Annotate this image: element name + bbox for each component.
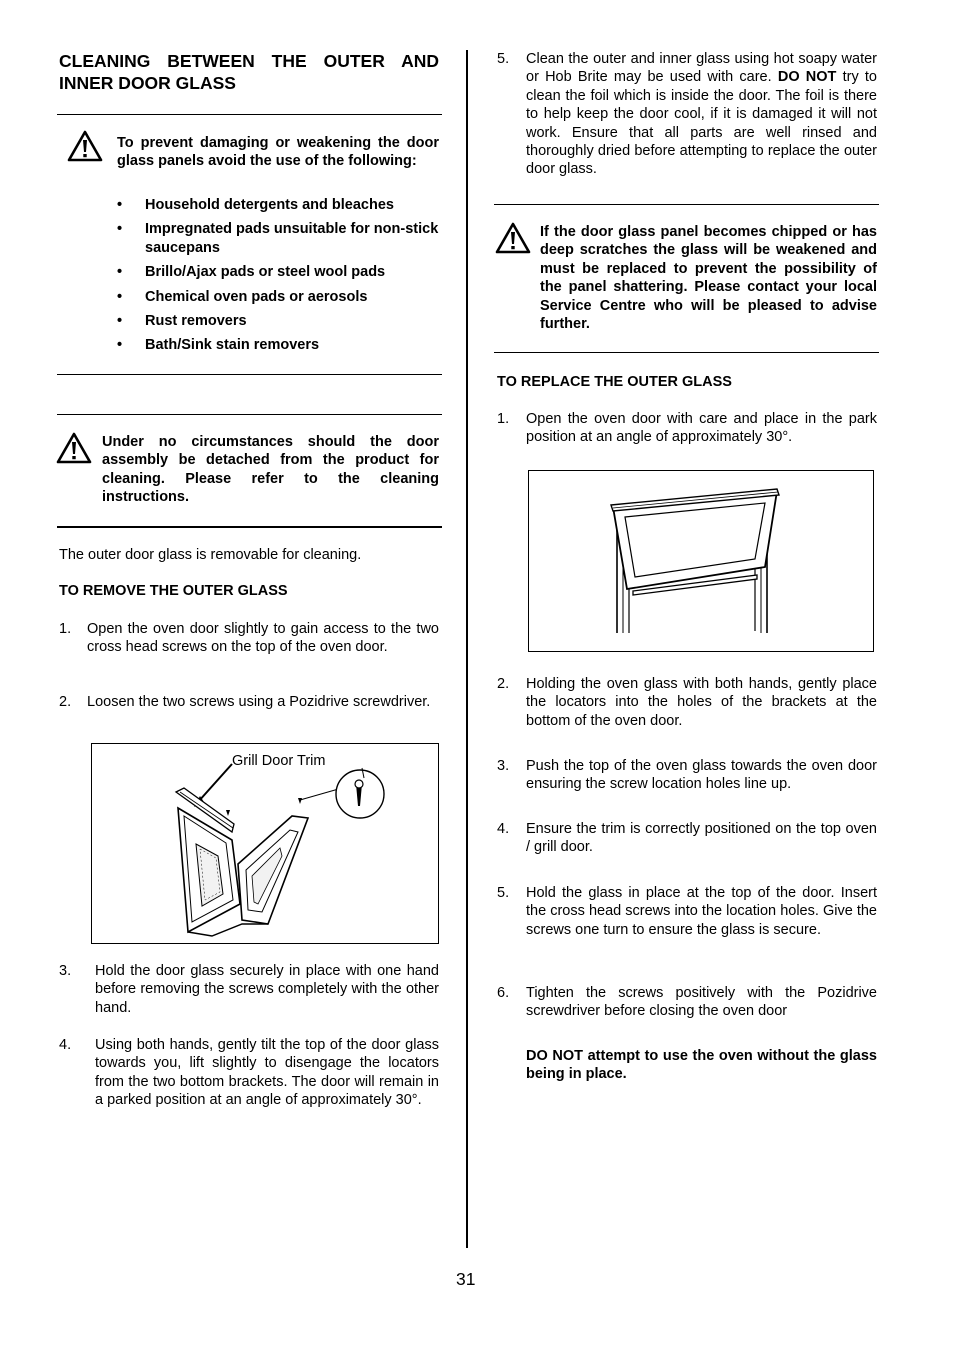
list-item: • Impregnated pads unsuitable for non-stick saucepans <box>117 221 439 256</box>
divider <box>57 114 442 115</box>
divider <box>494 204 879 205</box>
figure-label: Grill Door Trim <box>232 753 326 769</box>
list-item: • Brillo/Ajax pads or steel wool pads <box>117 264 386 281</box>
divider <box>494 352 879 353</box>
divider <box>57 374 442 375</box>
list-item: • Household detergents and bleaches <box>117 197 394 213</box>
section-heading: TO REMOVE THE OUTER GLASS <box>59 583 288 599</box>
door-illustration <box>92 744 438 943</box>
list-item: • Chemical oven pads or aerosols <box>117 288 368 305</box>
column-divider <box>466 50 468 1248</box>
list-item: • Bath/Sink stain removers <box>117 337 320 354</box>
warning-icon <box>56 432 92 464</box>
intro-text: The outer door glass is removable for cleaning. <box>59 547 362 563</box>
page-title: CLEANING BETWEEN THE OUTER AND INNER DOOR GLASS <box>59 51 439 93</box>
remove-glass-figure <box>91 743 439 944</box>
warning-text: To prevent damaging or weakening the door glass panels avoid the use of the following: <box>117 135 439 170</box>
oven-door-illustration <box>529 471 873 651</box>
final-warning: DO NOT attempt to use the oven without the glass being in place. <box>526 1048 877 1083</box>
divider <box>57 526 442 528</box>
warning-text: If the door glass panel becomes chipped or has deep scratches the glass will be weakened and must be replaced to prevent the possibility of the panel shattering. Please contact your local Service Centre who will be pleased to advise further. <box>540 224 877 333</box>
avoid-list <box>117 196 442 361</box>
warning-text: Under no circumstances should the door assembly be detached from the product for cleaning. Please refer to the cleaning instructions. <box>102 434 439 506</box>
warning-icon <box>67 130 103 162</box>
replace-glass-figure <box>528 470 874 652</box>
warning-icon <box>495 222 531 254</box>
page-number: 31 <box>456 1269 476 1289</box>
list-item: • Rust removers <box>117 313 247 330</box>
section-heading: TO REPLACE THE OUTER GLASS <box>497 374 732 390</box>
divider <box>57 414 442 415</box>
